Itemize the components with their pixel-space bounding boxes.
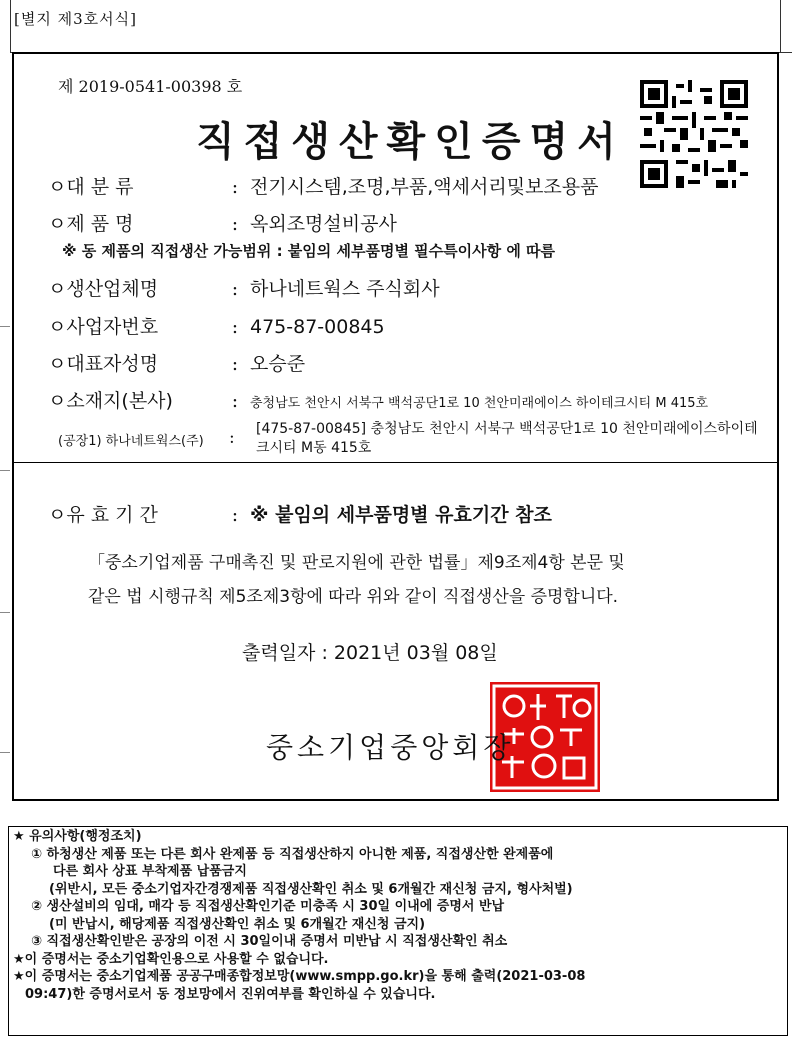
note-item: ① 하청생산 제품 또는 다른 회사 완제품 등 직접생산하지 아니한 제품, 직접생산한 완제품에 bbox=[31, 846, 554, 862]
section-divider bbox=[14, 462, 777, 463]
notice-verification-cont: 09:47)한 증명서로서 동 정보망에서 진위여부를 확인하실 수 있습니다. bbox=[25, 986, 436, 1002]
field-business-number bbox=[48, 312, 385, 339]
field-product bbox=[48, 209, 397, 236]
issuer-name: 중소기업중앙회장 bbox=[266, 731, 515, 764]
field-company-label: ㅇ생산업체명 bbox=[48, 278, 159, 300]
side-tick bbox=[0, 326, 10, 327]
form-label: [별지 제3호서식] bbox=[14, 10, 137, 28]
certificate bbox=[12, 52, 779, 801]
field-company-value: 하나네트웍스 주식회사 bbox=[250, 278, 440, 300]
side-tick bbox=[0, 752, 10, 753]
print-date: 출력일자 : 2021년 03월 08일 bbox=[242, 642, 498, 664]
colon: : bbox=[231, 278, 239, 300]
certificate-title: 직접생산확인증명서 bbox=[196, 119, 625, 165]
field-address-value: 충청남도 천안시 서북구 백석공단1로 10 천안미래에이스 하이테크시티 M 415호 bbox=[250, 396, 709, 411]
field-category-value: 전기시스템,조명,부품,액세서리및보조용품 bbox=[250, 176, 599, 198]
side-tick bbox=[0, 612, 10, 613]
scope-note: ※ 동 제품의 직접생산 가능범위 : 붙임의 세부품명별 필수특이사항 에 따름 bbox=[62, 242, 556, 260]
field-representative bbox=[48, 349, 305, 376]
field-validity-value: ※ 붙임의 세부품명별 유효기간 참조 bbox=[250, 504, 552, 526]
note-item: 다른 회사 상표 부착제품 납품금지 bbox=[53, 864, 247, 879]
field-representative-value: 오승준 bbox=[250, 353, 306, 375]
legal-text-line-1: 「중소기업제품 구매촉진 및 판로지원에 관한 법률」제9조제4항 본문 및 bbox=[88, 553, 625, 573]
note-item: ② 생산설비의 임대, 매각 등 직접생산확인기준 미충족 시 30일 이내에 증명서 반납 bbox=[31, 899, 505, 914]
frame-left-edge bbox=[10, 0, 11, 52]
field-validity bbox=[48, 500, 552, 527]
colon: : bbox=[231, 390, 239, 412]
certificate-number: 제 2019-0541-00398 호 bbox=[58, 77, 243, 96]
field-category bbox=[48, 172, 599, 199]
notes-box bbox=[8, 826, 788, 1036]
notes-heading: ★ 유의사항(행정조치) bbox=[13, 829, 142, 844]
note-item: ③ 직접생산확인받은 공장의 이전 시 30일이내 증명서 미반납 시 직접생산확인 취소 bbox=[31, 934, 508, 949]
colon: : bbox=[231, 213, 239, 235]
field-validity-label: ㅇ유 효 기 간 bbox=[48, 504, 158, 526]
colon: : bbox=[231, 176, 239, 198]
field-business-number-value: 475-87-00845 bbox=[250, 316, 385, 338]
field-company bbox=[48, 274, 440, 301]
field-address bbox=[48, 386, 708, 413]
side-tick bbox=[0, 470, 10, 471]
notice-verification: ★이 증명서는 중소기업제품 공공구매종합정보망(www.smpp.go.kr)을 통해 출력(2021-03-08 bbox=[13, 969, 586, 984]
note-item: (위반시, 모든 중소기업자간경쟁제품 직접생산확인 취소 및 6개월간 재신청 금지, 형사처벌) bbox=[49, 881, 573, 897]
factory-value: [475-87-00845] 충청남도 천안시 서북구 백석공단1로 10 천안미래에이스하이테크시티 M동 415호 bbox=[256, 421, 758, 456]
note-item: (미 반납시, 해당제품 직접생산확인 취소 및 6개월간 재신청 금지) bbox=[49, 916, 426, 932]
field-address-label: ㅇ소재지(본사) bbox=[48, 390, 173, 412]
legal-text-line-2: 같은 법 시행규칙 제5조제3항에 따라 위와 같이 직접생산을 증명합니다. bbox=[88, 587, 619, 607]
qr-code-icon bbox=[640, 80, 748, 188]
field-representative-label: ㅇ대표자성명 bbox=[48, 353, 159, 375]
frame-right-edge bbox=[780, 0, 781, 52]
colon: : bbox=[231, 316, 239, 338]
notice-usage: ★이 증명서는 중소기업확인용으로 사용할 수 없습니다. bbox=[13, 951, 329, 967]
colon: : bbox=[231, 504, 239, 526]
colon: : bbox=[231, 353, 239, 375]
field-product-value: 옥외조명설비공사 bbox=[250, 213, 397, 235]
field-category-label: ㅇ대 분 류 bbox=[48, 176, 134, 198]
field-product-label: ㅇ제 품 명 bbox=[48, 213, 134, 235]
field-business-number-label: ㅇ사업자번호 bbox=[48, 316, 159, 338]
factory-label: (공장1) 하나네트웍스(주) bbox=[58, 434, 204, 449]
colon: : bbox=[229, 428, 235, 448]
